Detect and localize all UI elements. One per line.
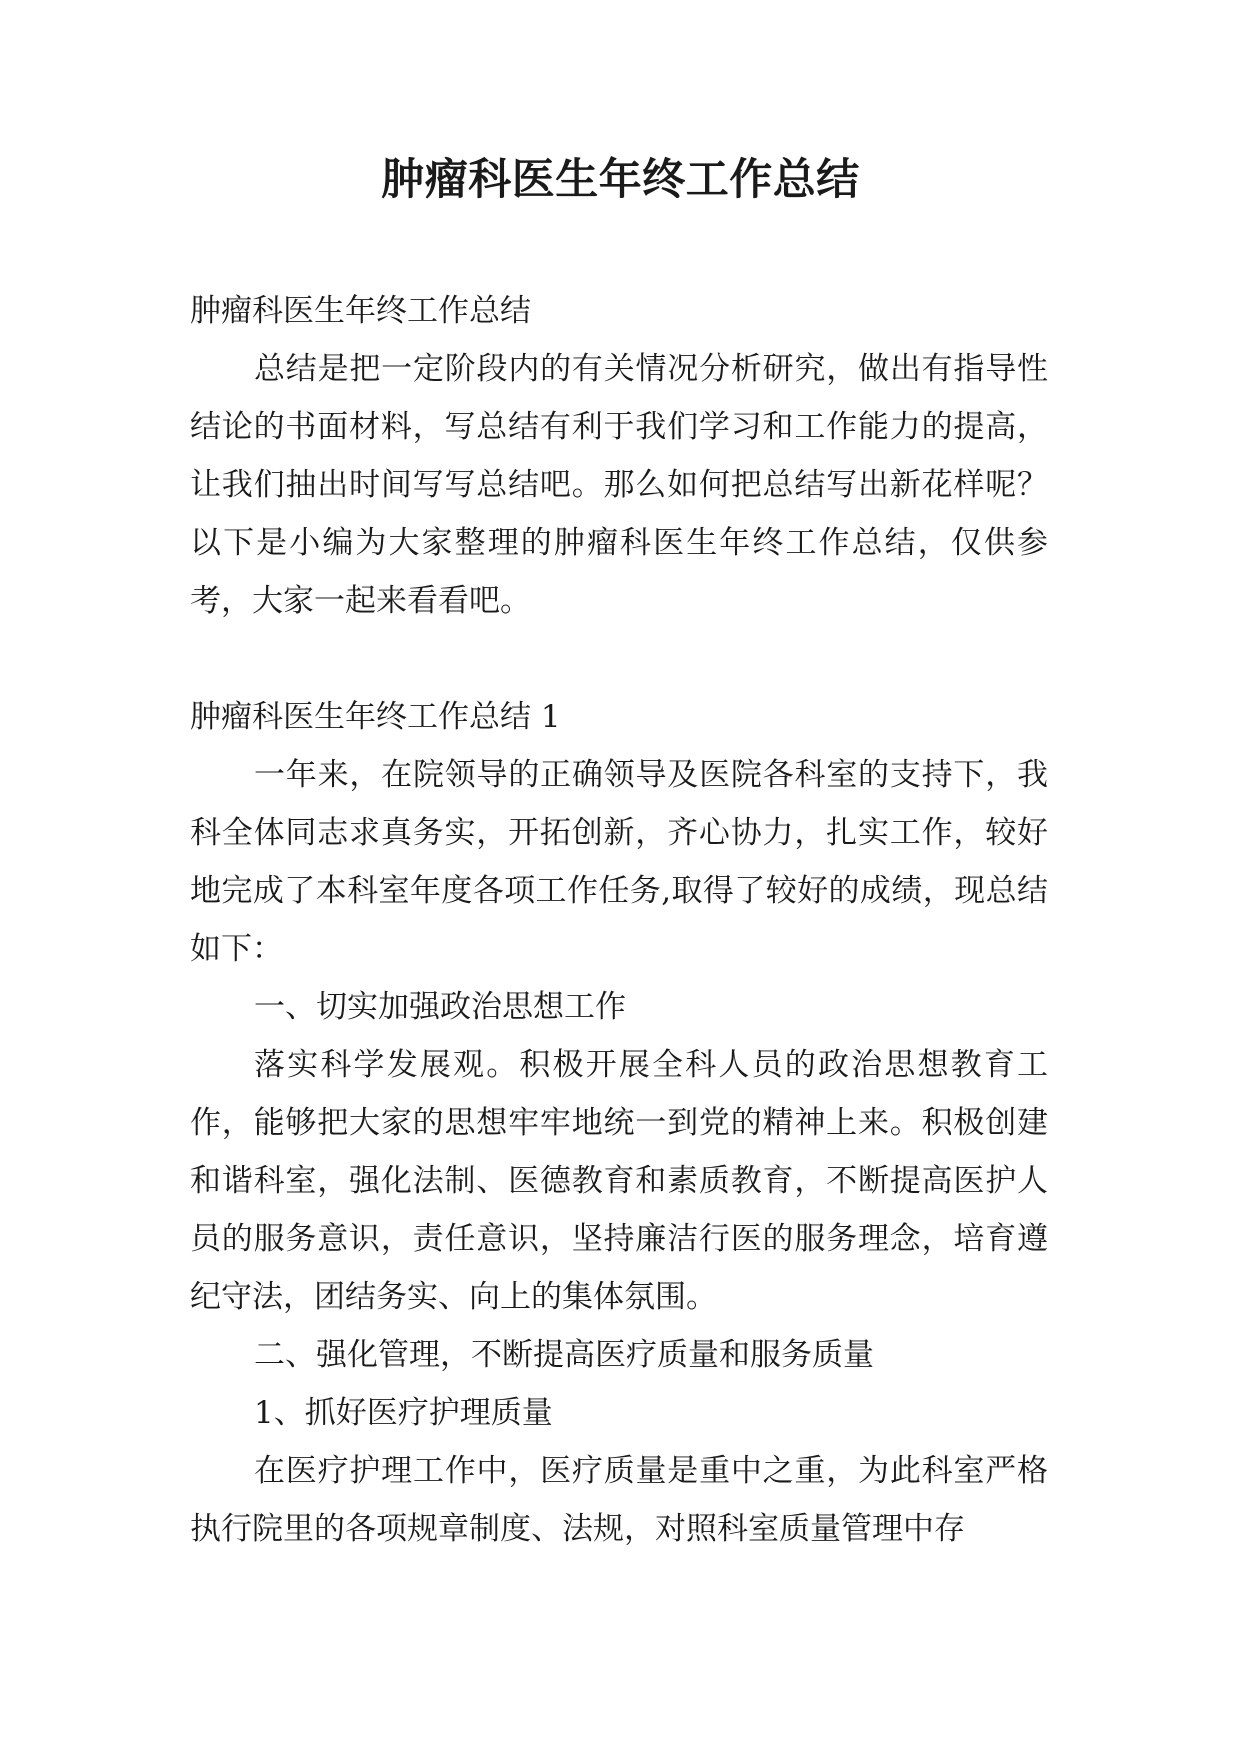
body-paragraph: 一年来，在院领导的正确领导及医院各科室的支持下，我科全体同志求真务实，开拓创新，齐心协力，扎实工作，较好地完成了本科室年度各项工作任务,取得了较好的成绩，现总结如下： <box>190 757 1048 967</box>
subheading: 二、强化管理，不断提高医疗质量和服务质量 <box>254 1337 874 1373</box>
subheading: 1、抓好医疗护理质量 <box>254 1395 553 1431</box>
body-paragraph: 落实科学发展观。积极开展全科人员的政治思想教育工作，能够把大家的思想牢牢地统一到党的精神上来。积极创建和谐科室，强化法制、医德教育和素质教育，不断提高医护人员的服务意识，责任意识，坚持廉洁行医的服务理念，培育遵纪守法，团结务实、向上的集体氛围。 <box>190 1047 1048 1315</box>
document-title: 肿瘤科医生年终工作总结 <box>381 155 860 205</box>
paragraph-spacer <box>190 630 1048 688</box>
body-paragraph: 在医疗护理工作中，医疗质量是重中之重，为此科室严格执行院里的各项规章制度、法规，对照科室质量管理中存 <box>190 1453 1048 1547</box>
intro-paragraph: 总结是把一定阶段内的有关情况分析研究，做出有指导性结论的书面材料，写总结有利于我们学习和工作能力的提高，让我们抽出时间写写总结吧。那么如何把总结写出新花样呢？以下是小编为大家整理的肿瘤科医生年终工作总结，仅供参考，大家一起来看看吧。 <box>190 351 1048 619</box>
subheading: 一、切实加强政治思想工作 <box>254 989 626 1025</box>
section-heading: 肿瘤科医生年终工作总结 1 <box>190 699 561 735</box>
document-body <box>190 282 1048 1558</box>
section-heading: 肿瘤科医生年终工作总结 <box>190 293 531 329</box>
